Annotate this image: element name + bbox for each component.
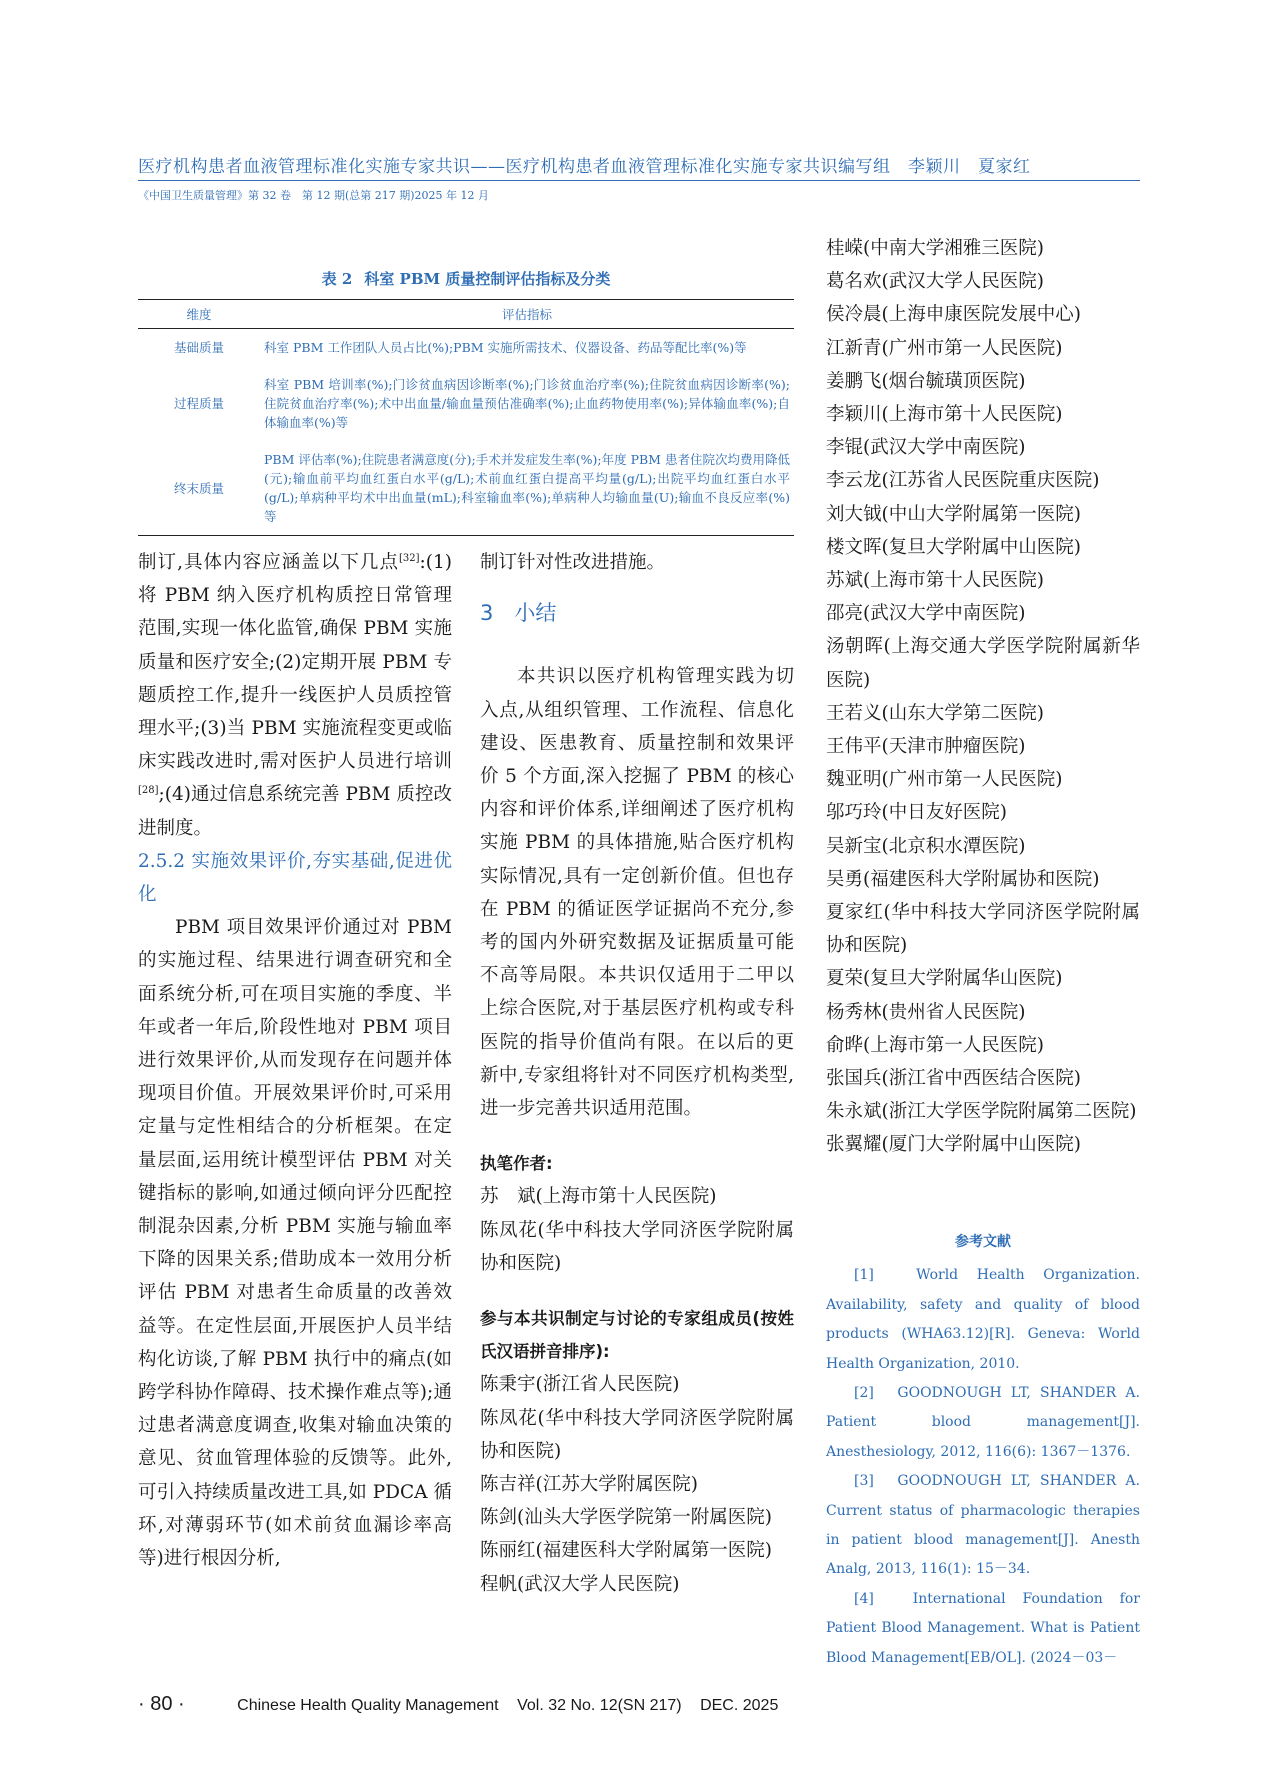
table-2 — [138, 268, 794, 536]
running-head: 医疗机构患者血液管理标准化实施专家共识——医疗机构患者血液管理标准化实施专家共识编写组 李颖川 夏家红 — [138, 157, 1031, 177]
members-heading: 参与本共识制定与讨论的专家组成员(按姓氏汉语拼音排序): — [480, 1309, 794, 1362]
member-entry: 魏亚明(广州市第一人民医院) — [826, 769, 1063, 791]
paragraph: 本共识以医疗机构管理实践为切入点,从组织管理、工作流程、信息化建设、医患教育、质量控制和效果评价 5 个方面,深入挖掘了 PBM 的核心内容和评价体系,详细阐述了医疗机构实施 PBM 的具体措施,贴合医疗机构实际情况,具有一定创新价值。但也存在 PBM 的循证医学证据尚不充分,参考的国内外研究数据及证据质量可能不高等局限。本共识仅适用于二甲以上综合医院,对于基层医疗机构或专科医院的指导价值尚有限。在以后的更新中,专家组将针对不同医疗机构类型,进一步完善共识适用范围。 — [480, 666, 794, 1120]
paragraph: PBM 项目效果评价通过对 PBM 的实施过程、结果进行调查研究和全面系统分析,可在项目实施的季度、半年或者一年后,阶段性地对 PBM 项目进行效果评价,从而发现存在问题并体现项目价值。开展效果评价时,可采用定量与定性相结合的分析框架。在定量层面,运用统计模型评估 PBM 对关键指标的影响,如通过倾向评分匹配控制混杂因素,分析 PBM 实施与输血率下降的因果关系;借助成本一效用分析评估 PBM 对患者生命质量的改善效益等。在定性层面,开展医护人员半结构化访谈,了解 PBM 执行中的痛点(如跨学科协作障碍、技术操作难点等);通过患者满意度调查,收集对输血决策的意见、贫血管理体验的反馈等。此外,可引入持续质量改进工具,如 PDCA 循环,对薄弱环节(如术前贫血漏诊率高等)进行根因分析, — [138, 917, 452, 1570]
member-entry: 李锟(武汉大学中南医院) — [826, 437, 1026, 459]
citation: [32] — [399, 552, 420, 564]
member-entry: 姜鹏飞(烟台毓璜顶医院) — [826, 370, 1026, 392]
reference-entry: [3] GOODNOUGH LT, SHANDER A. Current status of pharmacologic therapies in patient blood management[J]. Anesth Analg, 2013, 116(1): 15－34. — [826, 1473, 1140, 1578]
member-entry: 朱永斌(浙江大学医学院附属第二医院) — [826, 1101, 1137, 1123]
table-caption-number: 表 2 — [321, 270, 353, 288]
member-entry: 邵亮(武汉大学中南医院) — [826, 603, 1026, 625]
footer-volume: Vol. 32 No. 12(SN 217) — [517, 1697, 682, 1714]
table-row — [138, 366, 794, 441]
authors-heading: 执笔作者: — [480, 1154, 553, 1174]
member-entry: 程帆(武汉大学人民医院) — [480, 1573, 680, 1595]
member-entry: 陈秉宇(浙江省人民医院) — [480, 1374, 680, 1396]
paragraph: 制订针对性改进措施。 — [480, 552, 666, 573]
member-entry: 桂嵘(中南大学湘雅三医院) — [826, 238, 1044, 259]
section-heading — [480, 597, 794, 630]
references-section — [826, 1228, 1140, 1673]
table-header-row — [138, 300, 794, 329]
member-entry: 吴新宝(北京积水潭医院) — [826, 835, 1026, 857]
reference-entry: [2] GOODNOUGH LT, SHANDER A. Patient blood management[J]. Anesthesiology, 2012, 116(6): 1367－1376. — [826, 1385, 1140, 1460]
member-entry: 杨秀林(贵州省人民医院) — [826, 1001, 1026, 1023]
section-number: 3 — [480, 601, 494, 626]
member-entry: 吴勇(福建医科大学附属协和医院) — [826, 868, 1100, 890]
table-cell-indicators: PBM 评估率(%);住院患者满意度(分);手术并发症发生率(%);年度 PBM 患者住院次均费用降低(元);输血前平均血红蛋白水平(g/L);术前血红蛋白提高平均量(g/L);出院平均血红蛋白水平(g/L);单病种平均术中出血量(mL);科室输血率(%);单病种人均输血量(U);输血不良反应率(%)等 — [260, 441, 794, 536]
member-entry: 王若义(山东大学第二医院) — [826, 702, 1044, 724]
member-entry: 陈吉祥(江苏大学附属医院) — [480, 1474, 698, 1496]
subsection-heading: 2.5.2 实施效果评价,夯实基础,促进优化 — [138, 850, 452, 906]
table-cell-dimension: 终末质量 — [138, 441, 260, 536]
member-entry: 夏荣(复旦大学附属华山医院) — [826, 968, 1063, 990]
member-entry: 汤朝晖(上海交通大学医学院附属新华医院) — [826, 636, 1140, 691]
table-cell-indicators: 科室 PBM 工作团队人员占比(%);PBM 实施所需技术、仪器设备、药品等配比率(%)等 — [264, 340, 747, 355]
middle-column — [480, 546, 794, 1601]
member-entry: 张国兵(浙江省中西医结合医院) — [826, 1068, 1081, 1090]
member-entry: 俞晔(上海市第一人民医院) — [826, 1034, 1044, 1056]
text-run: :(1)将 PBM 纳入医疗机构质控日常管理范围,实现一体化监管,确保 PBM 实施质量和医疗安全;(2)定期开展 PBM 专题质控工作,提升一线医护人员质控管理水平;(3)当 PBM 实施流程变更或临床实践改进时,需对医护人员进行培训 — [138, 552, 452, 773]
table-row — [138, 441, 794, 536]
quality-control-table — [138, 299, 794, 536]
paragraph — [138, 546, 452, 845]
member-entry: 江新青(广州市第一人民医院) — [826, 337, 1063, 359]
member-entry: 夏家红(华中科技大学同济医学院附属协和医院) — [826, 902, 1140, 957]
table-cell-indicators: 科室 PBM 培训率(%);门诊贫血病因诊断率(%);门诊贫血治疗率(%);住院贫血病因诊断率(%);住院贫血治疗率(%);术中出血量/输血量预估准确率(%);止血药物使用率(%);异体输血率(%);自体输血率(%)等 — [264, 377, 790, 430]
table-header-dimension: 维度 — [138, 300, 260, 329]
table-cell-dimension: 基础质量 — [173, 340, 224, 355]
member-entry: 陈凤花(华中科技大学同济医学院附属协和医院) — [480, 1407, 794, 1462]
reference-entry: [4] International Foundation for Patient Blood Management. What is Patient Blood Management[EB/OL]. (2024－03－ — [826, 1590, 1140, 1666]
table-caption — [138, 268, 794, 289]
member-entry: 王伟平(天津市肿瘤医院) — [826, 736, 1026, 758]
citation: [28] — [138, 785, 159, 797]
member-entry: 刘大钺(中山大学附属第一医院) — [826, 503, 1081, 525]
table-caption-title: 科室 PBM 质量控制评估指标及分类 — [364, 270, 611, 288]
member-entry: 李颖川(上海市第十人民医院) — [826, 404, 1063, 426]
member-entry: 李云龙(江苏省人民医院重庆医院) — [826, 470, 1100, 492]
right-column — [826, 232, 1140, 1162]
text-run: 制订,具体内容应涵盖以下几点 — [138, 552, 400, 573]
footer-journal: Chinese Health Quality Management — [237, 1697, 499, 1714]
table-row — [138, 329, 794, 367]
author-entry: 陈凤花(华中科技大学同济医学院附属协和医院) — [480, 1219, 794, 1274]
section-title: 小结 — [514, 601, 557, 626]
member-entry: 葛名欢(武汉大学人民医院) — [826, 271, 1044, 293]
text-run: ;(4)通过信息系统完善 PBM 质控改进制度。 — [138, 784, 452, 839]
member-entry: 陈剑(汕头大学医学院第一附属医院) — [480, 1507, 772, 1529]
reference-entry: [1] World Health Organization. Availability, safety and quality of blood products (WHA63.12)[R]. Geneva: World Health Organization, 2010. — [826, 1267, 1140, 1372]
table-cell-dimension: 过程质量 — [173, 396, 224, 411]
page-number: · 80 · — [138, 1693, 185, 1715]
footer-date: DEC. 2025 — [700, 1697, 779, 1714]
member-entry: 侯冷晨(上海申康医院发展中心) — [826, 304, 1081, 326]
member-entry: 苏斌(上海市第十人民医院) — [826, 570, 1044, 592]
header-rule — [138, 180, 1140, 181]
references-title: 参考文献 — [955, 1234, 1011, 1250]
author-entry: 苏 斌(上海市第十人民医院) — [480, 1186, 717, 1208]
member-entry: 邬巧玲(中日友好医院) — [826, 802, 1007, 824]
member-entry: 楼文晖(复旦大学附属中山医院) — [826, 536, 1081, 558]
journal-issue-line: 《中国卫生质量管理》第 32 卷 第 12 期(总第 217 期)2025 年 12 月 — [138, 189, 490, 202]
left-column — [138, 546, 452, 1575]
member-entry: 张翼耀(厦门大学附属中山医院) — [826, 1134, 1081, 1156]
table-header-indicators: 评估指标 — [260, 300, 794, 329]
page-footer — [138, 1693, 792, 1716]
member-entry: 陈丽红(福建医科大学附属第一医院) — [480, 1540, 772, 1562]
